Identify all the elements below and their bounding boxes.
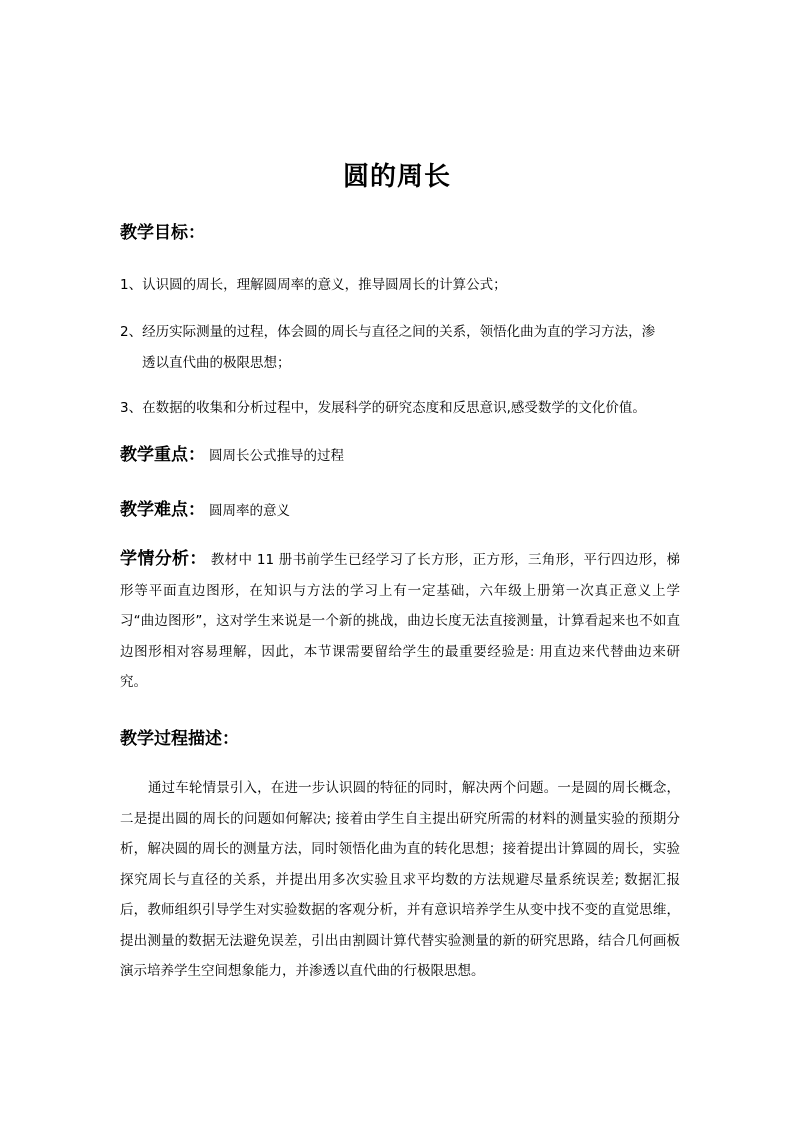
objective-item-1: 1、认识圆的周长，理解圆周率的意义，推导圆周长的计算公式； [120, 277, 507, 293]
analysis-text: 教材中 11 册书前学生已经学习了长方形，正方形，三角形，平行四边形，梯形等平面直边图形，在知识与方法的学习上有一定基础，六年级上册第一次真正意义上学习“曲边图形”，这对学生来说是一个新的挑战，曲边长度无法直接测量，计算看起来也不如直边图形相对容易理解，因此，本节课需要留给学生的最重要经验是: 用直边来代替曲边来研究。 [120, 552, 681, 690]
analysis-heading: 学情分析： [120, 549, 207, 569]
difficulty-text: 圆周率的意义 [209, 503, 290, 519]
difficulty-heading: 教学难点： [120, 500, 205, 520]
process-heading: 教学过程描述： [120, 729, 239, 749]
objectives-heading: 教学目标： [120, 223, 205, 243]
page-title: 圆的周长 [342, 162, 451, 192]
objective-item-3: 3、在数据的收集和分析过程中，发展科学的研究态度和反思意识,感受数学的文化价值。 [120, 400, 646, 416]
key-point-heading: 教学重点： [120, 445, 205, 465]
key-point-row [120, 440, 344, 465]
key-point-text: 圆周长公式推导的过程 [209, 448, 344, 464]
analysis-paragraph [120, 544, 680, 698]
difficulty-row [120, 495, 290, 520]
objective-item-2: 2、经历实际测量的过程，体会圆的周长与直径之间的关系，领悟化曲为直的学习方法，渗 [120, 324, 656, 340]
process-paragraph: 通过车轮情景引入，在进一步认识圆的特征的同时，解决两个问题。一是圆的周长概念，二是提出圆的周长的问题如何解决; 接着由学生自主提出研究所需的材料的测量实验的预期分析，解决圆的周长的测量方法，同时领悟化曲为直的转化思想；接着提出计算圆的周长，实验探究周长与直径的关系，并提出用多次实验且求平均数的方法规避尽量系统误差; 数据汇报后，教师组织引导学生对实验数据的客观分析，并有意识培养学生从变中找不变的直觉思维，提出测量的数据无法避免误差，引出由割圆计算代替实验测量的新的研究思路，结合几何画板演示培养学生空间想象能力，并渗透以直代曲的行极限思想。 [120, 780, 680, 979]
objective-item-2-continued: 透以直代曲的极限思想； [142, 355, 291, 371]
